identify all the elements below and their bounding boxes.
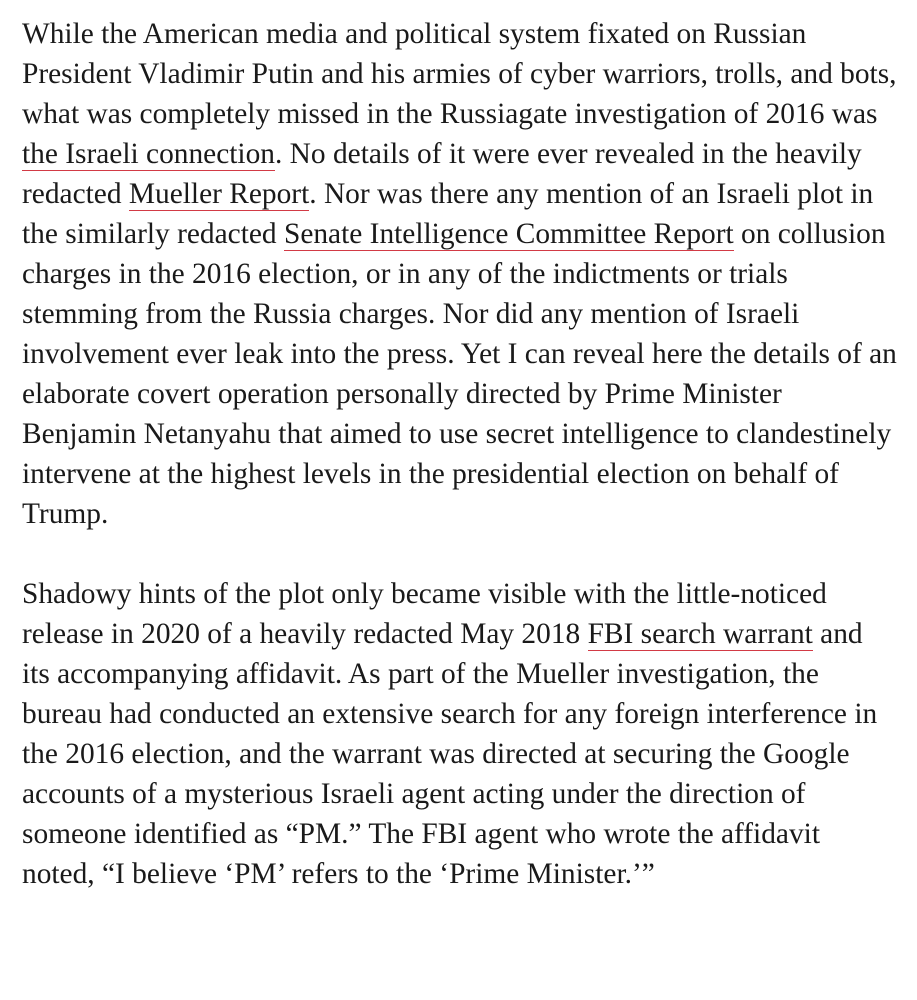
paragraph-1-text-3: . Nor was there any mention of an Israeli plot in the similarly redacted (22, 178, 874, 250)
paragraph-1-text-2: . No details of it were ever revealed in the heavily redacted (22, 138, 862, 210)
paragraph-2 (22, 574, 897, 894)
paragraph-2-text-2: and its accompanying affidavit. As part of the Mueller investigation, the bureau had conducted an extensive search for any foreign interference in the 2016 election, and the warrant was directed at securing the Google accounts of a mysterious Israeli agent acting under the direction of someone identified as “PM.” The FBI agent who wrote the affidavit noted, “I believe ‘PM’ refers to the ‘Prime Minister.’” (22, 618, 878, 890)
paragraph-1-text-4: on collusion charges in the 2016 election, or in any of the indictments or trials stemming from the Russia charges. Nor did any mention of Israeli involvement ever leak into the press. Yet I can reveal here the details of an elaborate covert operation personally directed by Prime Minister Benjamin Netanyahu that aimed to use secret intelligence to clandestinely intervene at the highest levels in the presidential election on behalf of Trump. (22, 218, 897, 530)
paragraph-1 (22, 14, 897, 534)
fbi-search-warrant-link[interactable]: FBI search warrant (587, 618, 813, 650)
mueller-report-link[interactable]: Mueller Report (128, 178, 310, 210)
israeli-connection-link[interactable]: the Israeli connection (22, 138, 275, 170)
article-body (22, 14, 897, 894)
paragraph-2-text-1: Shadowy hints of the plot only became visible with the little-noticed release in 2020 of a heavily redacted May 2018 (22, 578, 827, 650)
paragraph-1-text-1: While the American media and political system fixated on Russian President Vladimir Putin and his armies of cyber warriors, trolls, and bots, what was completely missed in the Russiagate investigation of 2016 was (22, 18, 897, 130)
senate-intelligence-report-link[interactable]: Senate Intelligence Committee Report (283, 218, 734, 250)
